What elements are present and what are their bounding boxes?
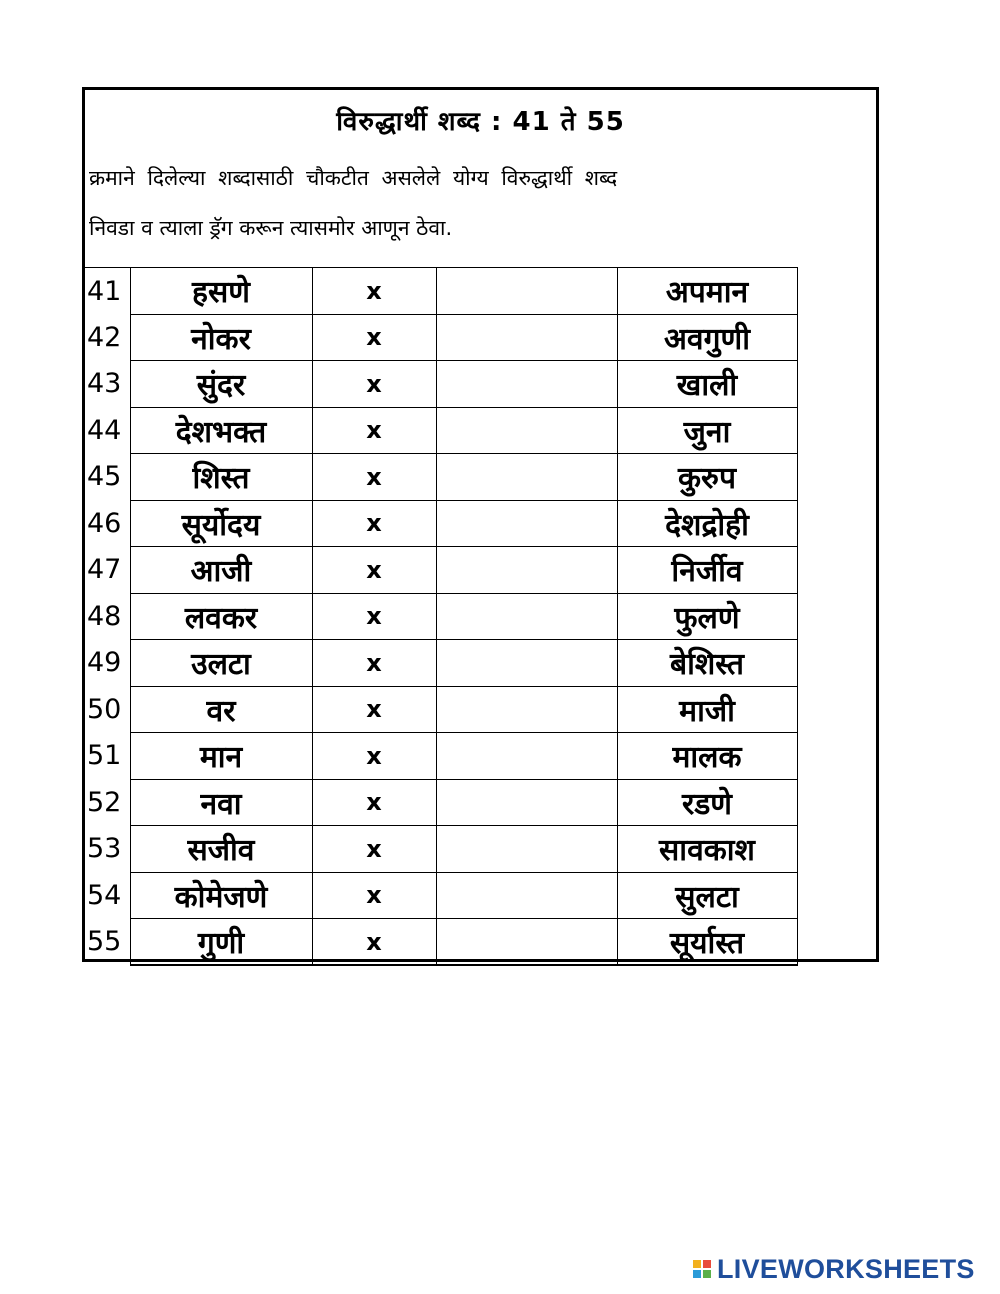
answer-drop-box[interactable] <box>436 872 617 919</box>
table-row <box>82 640 797 687</box>
draggable-answer[interactable]: निर्जीव <box>617 547 797 594</box>
row-number: 51 <box>82 733 130 780</box>
row-number: 53 <box>82 826 130 873</box>
draggable-answer[interactable]: माजी <box>617 686 797 733</box>
draggable-answer[interactable]: मालक <box>617 733 797 780</box>
word-cell: नवा <box>130 779 312 826</box>
worksheet-title: विरुद्धार्थी शब्द : 41 ते 55 <box>336 107 625 137</box>
word-cell: नोकर <box>130 314 312 361</box>
row-number: 52 <box>82 779 130 826</box>
answer-drop-box[interactable] <box>436 919 617 966</box>
row-number: 45 <box>82 454 130 501</box>
answer-drop-box[interactable] <box>436 361 617 408</box>
draggable-answer[interactable]: जुना <box>617 407 797 454</box>
row-number: 48 <box>82 593 130 640</box>
cross-mark: x <box>312 500 436 547</box>
table-row <box>82 547 797 594</box>
liveworksheets-logo-icon <box>693 1260 711 1278</box>
word-cell: मान <box>130 733 312 780</box>
cross-mark: x <box>312 779 436 826</box>
word-cell: सूर्योदय <box>130 500 312 547</box>
cross-mark: x <box>312 919 436 966</box>
answer-drop-box[interactable] <box>436 268 617 315</box>
word-cell: देशभक्त <box>130 407 312 454</box>
cross-mark: x <box>312 733 436 780</box>
cross-mark: x <box>312 547 436 594</box>
draggable-answer[interactable]: अवगुणी <box>617 314 797 361</box>
table-row <box>82 826 797 873</box>
draggable-answer[interactable]: सावकाश <box>617 826 797 873</box>
answer-drop-box[interactable] <box>436 454 617 501</box>
draggable-answer[interactable]: रडणे <box>617 779 797 826</box>
cross-mark: x <box>312 872 436 919</box>
cross-mark: x <box>312 407 436 454</box>
word-cell: कोमेजणे <box>130 872 312 919</box>
word-cell: उलटा <box>130 640 312 687</box>
cross-mark: x <box>312 640 436 687</box>
table-row <box>82 500 797 547</box>
answer-drop-box[interactable] <box>436 826 617 873</box>
word-cell: वर <box>130 686 312 733</box>
row-number: 42 <box>82 314 130 361</box>
cross-mark: x <box>312 268 436 315</box>
draggable-answer[interactable]: अपमान <box>617 268 797 315</box>
word-cell: लवकर <box>130 593 312 640</box>
row-number: 55 <box>82 919 130 966</box>
table-row <box>82 268 797 315</box>
table-row <box>82 314 797 361</box>
table-row <box>82 919 797 966</box>
row-number: 49 <box>82 640 130 687</box>
table-row <box>82 454 797 501</box>
logo-text: LIVEWORKSHEETS <box>717 1253 975 1284</box>
table-row <box>82 872 797 919</box>
draggable-answer[interactable]: खाली <box>617 361 797 408</box>
cross-mark: x <box>312 454 436 501</box>
answer-drop-box[interactable] <box>436 500 617 547</box>
answer-drop-box[interactable] <box>436 314 617 361</box>
draggable-answer[interactable]: सुलटा <box>617 872 797 919</box>
answer-drop-box[interactable] <box>436 686 617 733</box>
word-cell: शिस्त <box>130 454 312 501</box>
table-row <box>82 361 797 408</box>
table-row <box>82 733 797 780</box>
table-row <box>82 593 797 640</box>
answer-drop-box[interactable] <box>436 547 617 594</box>
row-number: 54 <box>82 872 130 919</box>
word-cell: गुणी <box>130 919 312 966</box>
word-cell: हसणे <box>130 268 312 315</box>
draggable-answer[interactable]: देशद्रोही <box>617 500 797 547</box>
row-number: 44 <box>82 407 130 454</box>
draggable-answer[interactable]: कुरुप <box>617 454 797 501</box>
cross-mark: x <box>312 593 436 640</box>
answer-drop-box[interactable] <box>436 407 617 454</box>
answer-drop-box[interactable] <box>436 733 617 780</box>
cross-mark: x <box>312 361 436 408</box>
answer-drop-box[interactable] <box>436 593 617 640</box>
row-number: 43 <box>82 361 130 408</box>
word-cell: आजी <box>130 547 312 594</box>
liveworksheets-logo <box>693 1254 975 1284</box>
cross-mark: x <box>312 686 436 733</box>
instruction-line-1: क्रमाने दिलेल्या शब्दासाठी चौकटीत असलेले योग्य विरुद्धार्थी शब्द <box>89 166 618 190</box>
draggable-answer[interactable]: बेशिस्त <box>617 640 797 687</box>
row-number: 41 <box>82 268 130 315</box>
cross-mark: x <box>312 314 436 361</box>
row-number: 47 <box>82 547 130 594</box>
word-table <box>82 267 798 966</box>
table-row <box>82 407 797 454</box>
row-number: 46 <box>82 500 130 547</box>
draggable-answer[interactable]: फुलणे <box>617 593 797 640</box>
cross-mark: x <box>312 826 436 873</box>
word-cell: सुंदर <box>130 361 312 408</box>
table-row <box>82 686 797 733</box>
worksheet <box>82 87 879 962</box>
instruction-line-2: निवडा व त्याला ड्रॅग करून त्यासमोर आणून ठेवा. <box>89 216 453 240</box>
draggable-answer[interactable]: सूर्यास्त <box>617 919 797 966</box>
word-cell: सजीव <box>130 826 312 873</box>
answer-drop-box[interactable] <box>436 640 617 687</box>
row-number: 50 <box>82 686 130 733</box>
answer-drop-box[interactable] <box>436 779 617 826</box>
table-row <box>82 779 797 826</box>
